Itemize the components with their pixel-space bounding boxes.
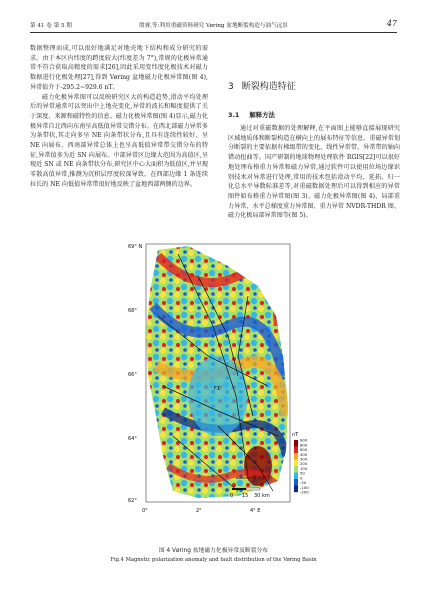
- lon-labels: [142, 508, 260, 514]
- subsection-title: 解释方法: [249, 111, 275, 119]
- colorbar-tick-label: -50: [300, 480, 307, 486]
- subsection-heading: [228, 110, 285, 119]
- left-column: [30, 44, 208, 190]
- scale-label: 0: [230, 493, 234, 499]
- lat-label: 68°: [128, 308, 137, 314]
- lon-label: 2°: [196, 508, 202, 514]
- figure-caption-en: Fig.4 Magnetic polarization anomaly and fault distribution of the Vøring Basin: [110, 557, 317, 563]
- lat-labels: [128, 244, 142, 504]
- running-title: 殷睿,等:利用重磁资料研究 Vøring 盆地断裂构造与油气远景: [139, 23, 288, 29]
- colorbar-tick-label: 300: [300, 456, 308, 462]
- subsection-number: 3.1: [228, 111, 240, 119]
- colorbar-swatch: [294, 479, 298, 486]
- colorbar-swatch: [294, 440, 298, 447]
- figure-caption-cn: 图 4 Vøring 盆地磁力化极异常及断裂分布: [158, 548, 269, 554]
- fault-legend-label: 推测断裂: [252, 476, 273, 482]
- colorbar-tick-label: -100: [300, 484, 309, 490]
- colorbar-unit: nT: [292, 432, 299, 438]
- colorbar-swatch: [294, 460, 298, 467]
- section-heading: [228, 79, 304, 92]
- colorbar: [292, 432, 309, 495]
- left-paragraph-1: 数据整理而成,可以很好地满足对地壳地下结构和成分研究的需求。由于本区内纬度的跨度较大(纬度差为 7°),常规的化极异常通常不符合获取高精度的需求[26],因此采用变纬度化极技术对磁力数据进行化极处理[27],得到 Vøring 盆地磁力化极异常图(图 4),异常值介于-295.2~929.6 nT。: [30, 45, 208, 91]
- colorbar-swatch: [294, 466, 298, 473]
- colorbar-tick-label: 0: [300, 475, 303, 481]
- lat-label: 69° N: [128, 244, 143, 250]
- left-paragraph-2: 磁力化极异常图可以反映研究区大的构造趋势,滑动平均处理后的异常通常可以突出中上地壳变化,异常的波长和幅度提供了关于深度、来源和磁特性的信息。磁力化极异常图(图 4)显示,磁力化极异常自北西向东南呈高低值异常交错分布。在西北部磁力异常多为条带状,其走向多呈 NE 向条带状分布,且具有连续性较好、呈 NE 向展布。西南部异常总体上也呈高低值异常带交错分布的特征,异常值多为近 SN 向展布。中部异常区边缘大范围为高值区,呈现近 SN 或 NE 向条带状分布,研究区中心大面积为低值区,并呈现零散高值异常,推测为沉积层厚度较深导致。在西部边缘 1 条连续拉长的 NE 向低值异常带很好地反映了盆地西部两侧的边界。: [30, 93, 208, 188]
- colorbar-tick-label: 900: [300, 437, 308, 443]
- colorbar-tick-label: 100: [300, 465, 308, 471]
- page-number: 47: [386, 19, 397, 28]
- colorbar-swatch: [294, 486, 298, 493]
- colorbar-tick-label: 50: [300, 470, 305, 476]
- volume-label: 第 41 卷 第 5 期: [30, 23, 72, 29]
- section-number: 3: [228, 82, 234, 92]
- lat-label: 66°: [128, 372, 137, 378]
- lon-label: 0°: [142, 508, 148, 514]
- colorbar-swatch: [294, 473, 298, 480]
- colorbar-swatch: [294, 453, 298, 460]
- colorbar-tick-label: -200: [300, 489, 309, 495]
- colorbar-tick-label: 200: [300, 461, 308, 467]
- scale-label: 30 km: [254, 493, 270, 499]
- magnetic-anomaly-map: [118, 236, 318, 540]
- section-title: 断裂构造特征: [241, 82, 296, 92]
- right-column: [228, 124, 400, 221]
- colorbar-swatch: [294, 447, 298, 454]
- lon-label: 4° E: [250, 508, 261, 514]
- running-header: [30, 18, 397, 33]
- colorbar-tick-label: 600: [300, 447, 308, 453]
- colorbar-tick-label: 800: [300, 442, 308, 448]
- scale-label: 15: [242, 493, 249, 499]
- lat-label: 62°: [128, 498, 137, 504]
- right-paragraph-1: 通过对重磁数据的处理解释,在平面图上能够直接展现研究区域地质体和断裂构造在横向上的展布特征等信息。重磁异常划分断裂的主要依据有梯级带的变化、线性异常带、异常带的轴向错动扭曲等。国产研制的地球物理处理软件 RGIS[22]可以很好地处理布格重力异常和磁力异常,通过软件可以使用位场边缘识别技术对异常进行处理,常用的技术包括滑动平均、延拓、归一化总水平导数标准差等,对重磁数据处理后可以得到相应的异常图件如布格重力异常图(图 3)、磁力化极异常图(图 4)、局部重力异常、水平总梯度重力异常图、重力异常 NVDR-THDR 图、磁力化极局部异常图等(图 5)。: [228, 125, 400, 220]
- colorbar-tick-label: 400: [300, 451, 308, 457]
- area-label: F1: [214, 386, 221, 392]
- lat-label: 64°: [128, 436, 137, 442]
